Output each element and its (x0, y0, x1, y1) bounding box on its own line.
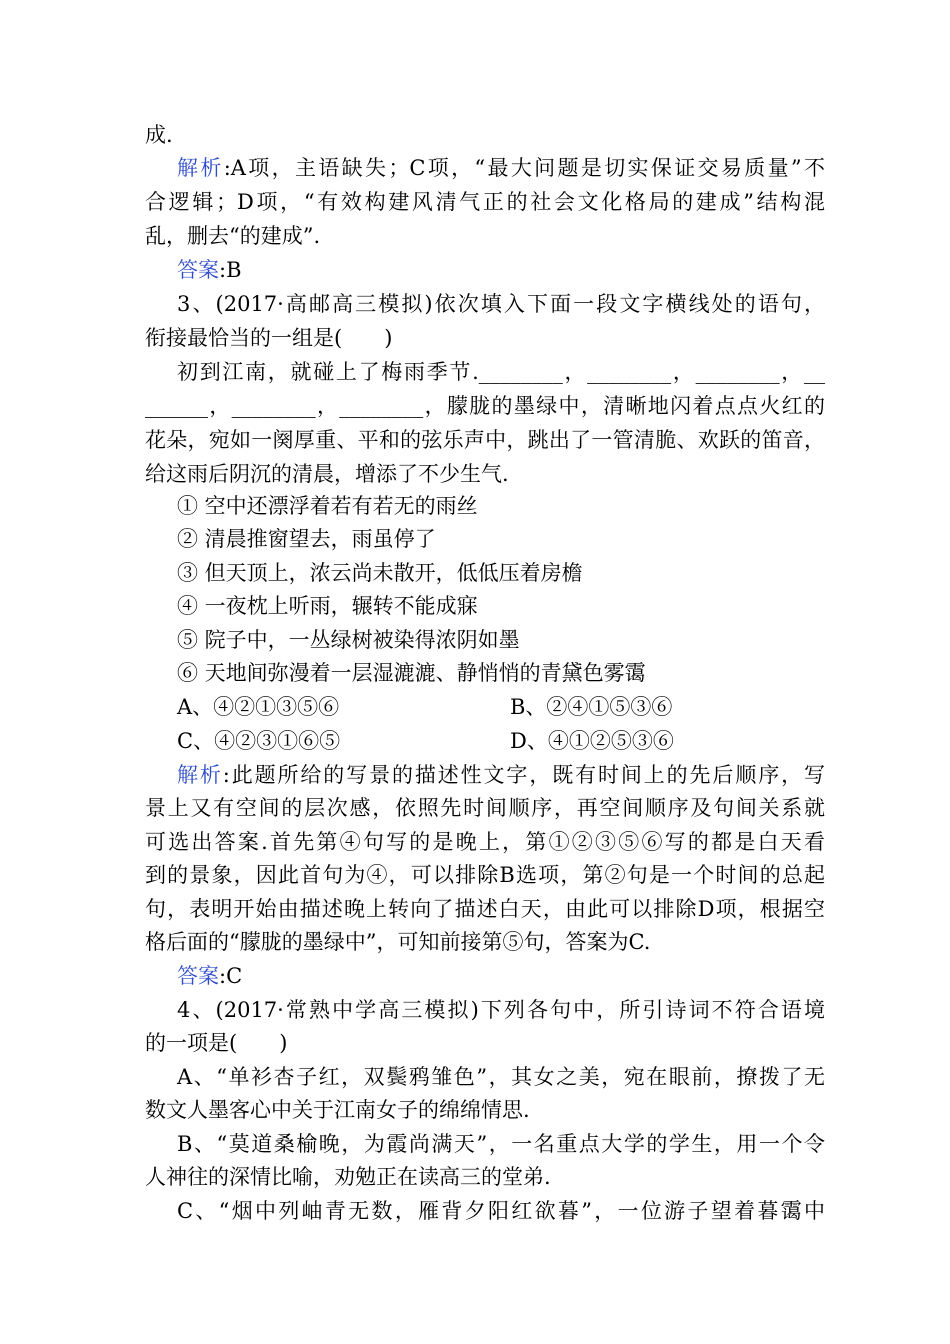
text-line: 的一项是( ) (145, 1031, 288, 1055)
option-c: C、④②③①⑥⑤ (177, 729, 341, 753)
analysis-label: 解析 (177, 156, 224, 180)
question-4-line: 4、(2017·常熟中学高三模拟)下列各句中，所引诗词不符合语境 (177, 998, 825, 1022)
sentence-item: ③ 但天顶上，浓云尚未散开，低低压着房檐 (177, 561, 583, 585)
text-line: 衔接最恰当的一组是( ) (145, 326, 393, 350)
choice-b-line: B、“莫道桑榆晚，为霞尚满天”，一名重点大学的学生，用一个令 (177, 1132, 825, 1156)
sentence-item: ④ 一夜枕上听雨，辗转不能成寐 (177, 594, 478, 618)
option-b: B、②④①⑤③⑥ (510, 695, 673, 719)
answer-label: 答案 (177, 964, 219, 988)
option-d: D、④①②⑤③⑥ (510, 729, 674, 753)
text-line: 乱，删去“的建成”. (145, 224, 321, 248)
sentence-item: ⑥ 天地间弥漫着一层湿漉漉、静悄悄的青黛色雾霭 (177, 661, 646, 685)
text-line: 句，表明开始由描述晚上转向了描述白天，由此可以排除D项，根据空 (145, 897, 825, 921)
text-line: 可选出答案.首先第④句写的是晚上，第①②③⑤⑥写的都是白天看 (145, 830, 825, 854)
sentence-item: ② 清晨推窗望去，雨虽停了 (177, 527, 436, 551)
option-a: A、④②①③⑤⑥ (177, 695, 340, 719)
answer-line: 答案:B (177, 258, 242, 282)
sentence-item: ① 空中还漂浮着若有若无的雨丝 (177, 494, 478, 518)
passage-line: 初到江南，就碰上了梅雨季节.________，________，________，__ (177, 360, 825, 384)
text-line: 格后面的“朦胧的墨绿中”，可知前接第⑤句，答案为C. (145, 930, 651, 954)
analysis-line: 解析:A项，主语缺失；C项，“最大问题是切实保证交易质量”不 (177, 156, 826, 180)
text-line: 数文人墨客心中关于江南女子的绵绵情思. (145, 1098, 530, 1122)
passage-line: 花朵，宛如一阕厚重、平和的弦乐声中，跳出了一管清脆、欢跃的笛音， (145, 428, 825, 452)
text-line: 人神往的深情比喻，劝勉正在读高三的堂弟. (145, 1165, 551, 1189)
analysis-line: 解析:此题所给的写景的描述性文字，既有时间上的先后顺序，写 (177, 763, 825, 787)
choice-c-line: C、“烟中列岫青无数，雁背夕阳红欲暮”，一位游子望着暮霭中 (177, 1199, 825, 1223)
analysis-label: 解析 (177, 763, 223, 787)
text-line: 成. (145, 123, 173, 147)
passage-line: ______，________，________，朦胧的墨绿中，清晰地闪着点点火红的 (145, 394, 825, 418)
sentence-item: ⑤ 院子中，一丛绿树被染得浓阴如墨 (177, 628, 520, 652)
answer-label: 答案 (177, 258, 219, 282)
passage-line: 给这雨后阴沉的清晨，增添了不少生气. (145, 462, 509, 486)
choice-a-line: A、“单衫杏子红，双鬓鸦雏色”，其女之美，宛在眼前，撩拨了无 (177, 1065, 825, 1089)
text-line: 景上又有空间的层次感，依照先时间顺序，再空间顺序及句间关系就 (145, 796, 825, 820)
text-line: 到的景象，因此首句为④，可以排除B选项，第②句是一个时间的总起 (145, 863, 825, 887)
text-line: 合逻辑；D项，“有效构建风清气正的社会文化格局的建成”结构混 (145, 190, 825, 214)
answer-line: 答案:C (177, 964, 243, 988)
question-3-line: 3、(2017·高邮高三模拟)依次填入下面一段文字横线处的语句， (177, 292, 825, 316)
